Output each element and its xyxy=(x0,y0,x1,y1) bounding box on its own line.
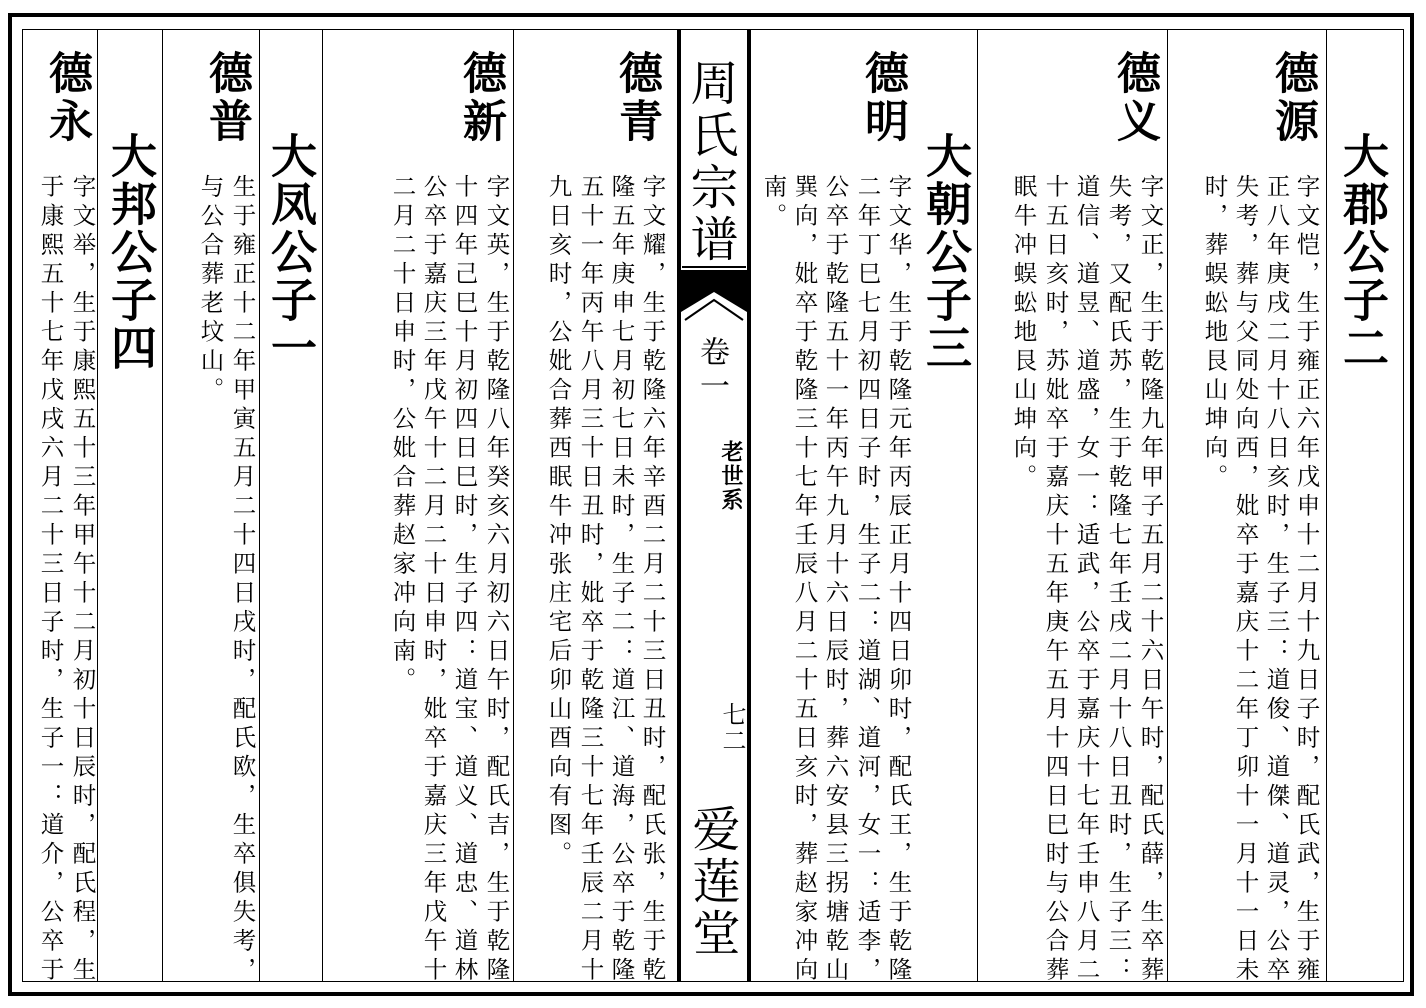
generation-header: 大邦公子四 xyxy=(104,132,158,372)
entry-line: 南。 xyxy=(759,174,788,232)
entry-line: 五十一年丙午八月三十日丑时，妣卒于乾隆三十七年壬辰二月十 xyxy=(576,174,605,986)
entry-line: 字文耀，生于乾隆六年辛酉二月二十三日丑时，配氏张，生于乾 xyxy=(638,174,667,986)
person-name: 德青 xyxy=(611,50,662,146)
entry-line: 字文举，生于康熙五十三年甲午十二月初十日辰时，配氏程，生 xyxy=(68,174,97,986)
entry-line: 公卒于乾隆五十一年丙午九月十六日辰时，葬六安县三拐塘乾山 xyxy=(821,174,850,986)
entry-line: 时，葬蜈蚣地艮山坤向。 xyxy=(1200,174,1229,493)
entry-line: 九日亥时，公妣合葬西眠牛冲张庄宅后卯山酉向有图。 xyxy=(544,174,573,870)
entry-line: 十四年己巳十月初四日巳时，生子四：道宝、道义、道忠、道林 xyxy=(450,174,479,986)
person-name: 德永 xyxy=(41,50,92,146)
entry-line: 公卒于嘉庆三年戊午十二月二十日申时，妣卒于嘉庆三年戊午十 xyxy=(419,174,448,986)
person-name: 德明 xyxy=(857,50,908,146)
spine-border-right xyxy=(747,29,751,982)
entry-line: 失考，又配氏苏，生于乾隆七年壬戌二月十八日丑时，生子三： xyxy=(1104,174,1133,986)
column-divider xyxy=(259,29,260,982)
entry-line: 正八年庚戌二月十八日亥时，生子三：道俊、道傑、道灵，公卒 xyxy=(1262,174,1291,986)
person-name: 德源 xyxy=(1267,50,1318,146)
column-divider xyxy=(1167,29,1168,982)
entry-line: 失考，葬与父同处向西，妣卒于嘉庆十二年丁卯十一月十一日未 xyxy=(1231,174,1260,986)
entry-line: 隆五年庚申七月初七日未时，生子二：道江、道海，公卒于乾隆 xyxy=(607,174,636,986)
column-divider xyxy=(977,29,978,982)
generation-header: 大郡公子二 xyxy=(1336,132,1390,372)
entry-line: 字文正，生于乾隆九年甲子五月二十六日午时，配氏薛，生卒葬 xyxy=(1136,174,1165,986)
entry-line: 眠牛冲蜈蚣地艮山坤向。 xyxy=(1009,174,1038,493)
fishtail-mark-icon xyxy=(681,270,747,328)
column-divider xyxy=(97,29,98,982)
volume-label: 卷一 xyxy=(694,336,729,404)
column-divider xyxy=(513,29,514,982)
section-label: 老世系 xyxy=(718,440,744,512)
entry-line: 字文华，生于乾隆元年丙辰正月十四日卯时，配氏王，生于乾隆 xyxy=(884,174,913,986)
generation-header: 大朝公子三 xyxy=(919,132,973,372)
entry-line: 二年丁巳七月初四日子时，生子二：道湖、道河，女一：适李， xyxy=(853,174,882,986)
entry-line: 字文英，生于乾隆八年癸亥六月初六日午时，配氏吉，生于乾隆 xyxy=(482,174,511,986)
page-number: 七二 xyxy=(718,702,746,754)
entry-line: 十五日亥时，苏妣卒于嘉庆十五年庚午五月十四日巳时与公合葬 xyxy=(1041,174,1070,986)
entry-line: 道信、道昱、道盛，女一：适武，公卒于嘉庆十七年壬申八月二 xyxy=(1072,174,1101,986)
genealogy-title: 周氏宗谱 xyxy=(682,58,738,266)
column-divider xyxy=(162,29,163,982)
hall-name: 爱莲堂 xyxy=(684,804,740,960)
entry-line: 与公合葬老坟山。 xyxy=(196,174,225,406)
entry-line: 字文恺，生于雍正六年戊申十二月十九日子时，配氏武，生于雍 xyxy=(1292,174,1321,986)
entry-line: 巽向，妣卒于乾隆三十七年壬辰八月二十五日亥时，葬赵家冲向 xyxy=(790,174,819,986)
spine-border-left xyxy=(677,29,681,982)
column-divider xyxy=(322,29,323,982)
person-name: 德新 xyxy=(455,50,506,146)
spine-rule xyxy=(682,266,746,268)
person-name: 德普 xyxy=(201,50,252,146)
entry-line: 二月二十日申时，公妣合葬赵家冲向南。 xyxy=(388,174,417,696)
column-divider xyxy=(1326,29,1327,982)
entry-line: 生于雍正十二年甲寅五月二十四日戌时，配氏欧，生卒俱失考， xyxy=(228,174,257,986)
generation-header: 大凤公子一 xyxy=(264,132,318,372)
entry-line: 于康熙五十七年戊戌六月二十三日子时，生子一：道介，公卒于 xyxy=(36,174,65,986)
person-name: 德义 xyxy=(1109,50,1160,146)
